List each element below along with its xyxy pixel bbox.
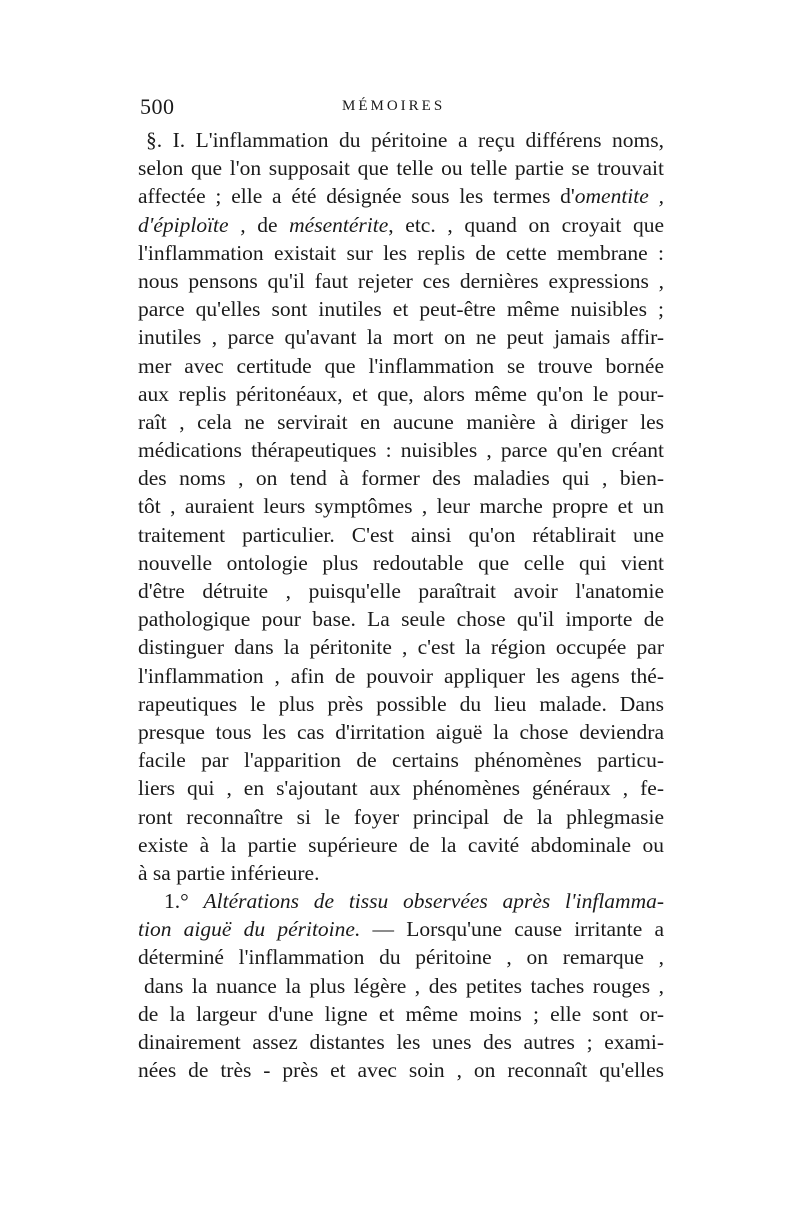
text-line: nous pensons qu'il faut rejeter ces dernières expressions , [138,268,664,293]
text-line: nouvelle ontologie plus redoutable que celle qui vient [138,550,664,575]
page-header [140,94,664,124]
italic-term: omentite , [574,184,664,209]
italic-term: d'épiploïte , [138,212,246,237]
text-line: pathologique pour base. La seule chose qu'il importe de [138,607,664,632]
text-line: tôt , auraient leurs symptômes , leur marche propre et un [138,494,664,519]
body-text [138,126,664,1084]
text-line: traitement particulier. C'est ainsi qu'on rétablirait une [138,522,664,547]
text-line: médications thérapeutiques : nuisibles , parce qu'en créant [138,438,664,463]
text-line: existe à la partie supérieure de la cavité abdominale ou [138,832,664,857]
text-line: ront reconnaître si le foyer principal de la phlegmasie [138,804,664,829]
text-line: dinairement assez distantes les unes des autres ; exami- [138,1030,664,1054]
text-line: d'être détruite , puisqu'elle paraîtrait avoir l'anatomie [138,579,664,603]
text-line: l'inflammation , afin de pouvoir appliquer les agens thé- [138,663,664,688]
text-line: affectée ; elle a été désignée sous les termes d'omentite , [138,184,664,209]
text-line: mer avec certitude que l'inflammation se trouve bornée [138,353,664,378]
italic-heading: tion aiguë du péritoine. [138,917,361,942]
text-line: l'inflammation existait sur les replis de cette membrane : [138,240,664,265]
text-line: d'épiploïte , de mésentérite, etc. , quand on croyait que [138,212,665,237]
text-line: inutiles , parce qu'avant la mort on ne peut jamais affir- [138,325,664,350]
text-line: facile par l'apparition de certains phénomènes particu- [138,748,664,773]
text-line: parce qu'elles sont inutiles et peut-être même nuisibles ; [138,297,664,322]
text-line: de la largeur d'une ligne et même moins ; elle sont or- [138,1001,664,1026]
text-line: aux replis péritonéaux, et que, alors même qu'on le pour- [138,381,664,406]
text-line: dans la nuance la plus légère , des petites taches rouges , [144,973,664,998]
text-line: liers qui , en s'ajoutant aux phénomènes généraux , fe- [138,776,664,801]
text-line: des noms , on tend à former des maladies qui , bien- [138,466,664,491]
text-line: déterminé l'inflammation du péritoine , on remarque , [138,945,664,970]
text-line: nées de très - près et avec soin , on reconnaît qu'elles [138,1058,664,1083]
italic-term: mésentérite [289,212,389,237]
text-line: selon que l'on supposait que telle ou telle partie se trouvait [138,156,664,181]
page-number: 500 [140,94,175,119]
text-line: distinguer dans la péritonite , c'est la région occupée par [138,635,664,660]
section-heading-line: tion aiguë du péritoine. — Lorsqu'une cause irritante a [138,917,664,942]
text-line: presque tous les cas d'irritation aiguë la chose deviendra [138,719,664,744]
text-line: §. I. L'inflammation du péritoine a reçu différens noms, [146,128,664,152]
text-line: à sa partie inférieure. [138,860,320,885]
text-line: rapeutiques le plus près possible du lieu malade. Dans [138,691,664,716]
running-head: MÉMOIRES [342,98,446,114]
italic-heading: Altérations de tissu observées après l'inflamma- [203,889,665,914]
section-heading-line: 1.° Altérations de tissu observées après l'inflamma- [164,889,665,914]
text-line: raît , cela ne servirait en aucune manière à diriger les [138,409,664,434]
